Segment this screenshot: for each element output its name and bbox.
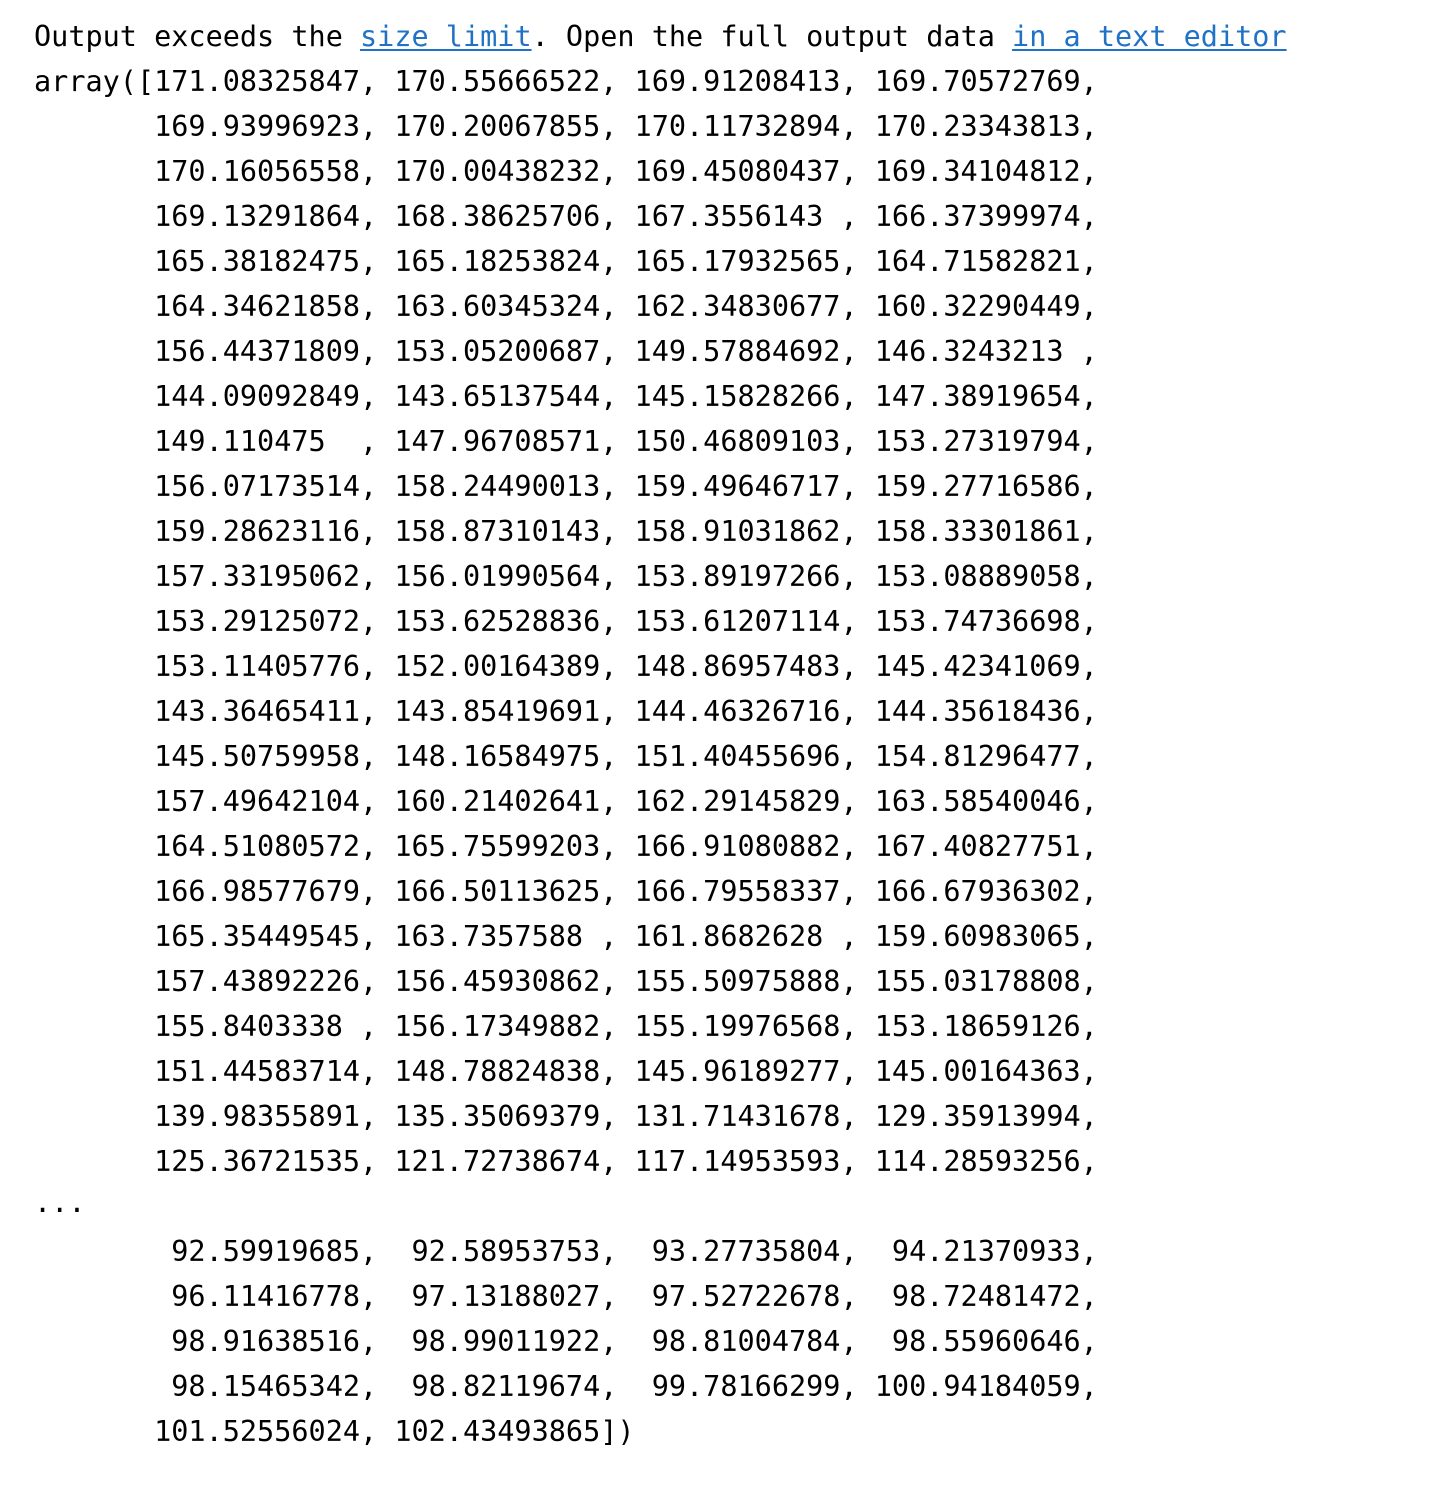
truncation-ellipsis: ... bbox=[34, 1186, 86, 1219]
array-output-line: 149.110475 , 147.96708571, 150.46809103, 153.27319794, bbox=[34, 425, 1098, 458]
notice-prefix-text: Output exceeds the bbox=[34, 20, 361, 53]
array-output-line: 125.36721535, 121.72738674, 117.14953593, 114.28593256, bbox=[34, 1145, 1098, 1178]
array-output-line: 96.11416778, 97.13188027, 97.52722678, 98.72481472, bbox=[34, 1280, 1098, 1313]
array-output-line: 139.98355891, 135.35069379, 131.71431678, 129.35913994, bbox=[34, 1100, 1098, 1133]
array-output-line: 157.33195062, 156.01990564, 153.89197266, 153.08889058, bbox=[34, 560, 1098, 593]
array-output-line: 159.28623116, 158.87310143, 158.91031862, 158.33301861, bbox=[34, 515, 1098, 548]
array-output-line: 157.49642104, 160.21402641, 162.29145829, 163.58540046, bbox=[34, 785, 1098, 818]
array-output-line: 143.36465411, 143.85419691, 144.46326716, 144.35618436, bbox=[34, 695, 1098, 728]
array-output-line: array([171.08325847, 170.55666522, 169.91208413, 169.70572769, bbox=[34, 65, 1098, 98]
array-output-line: 144.09092849, 143.65137544, 145.15828266, 147.38919654, bbox=[34, 380, 1098, 413]
array-output-line: 92.59919685, 92.58953753, 93.27735804, 94.21370933, bbox=[34, 1235, 1098, 1268]
array-output-line: 164.34621858, 163.60345324, 162.34830677, 160.32290449, bbox=[34, 290, 1098, 323]
array-output-line: 156.07173514, 158.24490013, 159.49646717, 159.27716586, bbox=[34, 470, 1098, 503]
array-output-line: 145.50759958, 148.16584975, 151.40455696, 154.81296477, bbox=[34, 740, 1098, 773]
array-output-line: 169.13291864, 168.38625706, 167.3556143 , 166.37399974, bbox=[34, 200, 1098, 233]
array-output-line: 153.11405776, 152.00164389, 148.86957483, 145.42341069, bbox=[34, 650, 1098, 683]
array-output-line: 170.16056558, 170.00438232, 169.45080437, 169.34104812, bbox=[34, 155, 1098, 188]
array-output-line: 164.51080572, 165.75599203, 166.91080882, 167.40827751, bbox=[34, 830, 1098, 863]
array-output bbox=[34, 59, 1414, 1454]
array-output-line: 98.15465342, 98.82119674, 99.78166299, 100.94184059, bbox=[34, 1370, 1098, 1403]
array-output-line: 157.43892226, 156.45930862, 155.50975888, 155.03178808, bbox=[34, 965, 1098, 998]
array-output-line: 169.93996923, 170.20067855, 170.11732894, 170.23343813, bbox=[34, 110, 1098, 143]
array-output-line: 153.29125072, 153.62528836, 153.61207114, 153.74736698, bbox=[34, 605, 1098, 638]
array-output-line: 155.8403338 , 156.17349882, 155.19976568, 153.18659126, bbox=[34, 1010, 1098, 1043]
output-cell bbox=[34, 14, 1414, 1454]
output-size-notice bbox=[34, 14, 1414, 59]
open-in-text-editor-link[interactable]: in a text editor bbox=[1012, 20, 1287, 53]
array-output-line: 98.91638516, 98.99011922, 98.81004784, 98.55960646, bbox=[34, 1325, 1098, 1358]
array-output-line: 101.52556024, 102.43493865]) bbox=[34, 1415, 635, 1448]
array-output-line: 165.35449545, 163.7357588 , 161.8682628 , 159.60983065, bbox=[34, 920, 1098, 953]
array-output-line: 165.38182475, 165.18253824, 165.17932565, 164.71582821, bbox=[34, 245, 1098, 278]
array-output-line: 151.44583714, 148.78824838, 145.96189277, 145.00164363, bbox=[34, 1055, 1098, 1088]
array-output-line: 156.44371809, 153.05200687, 149.57884692, 146.3243213 , bbox=[34, 335, 1098, 368]
array-output-line: 166.98577679, 166.50113625, 166.79558337, 166.67936302, bbox=[34, 875, 1098, 908]
notice-middle-text: . Open the full output data bbox=[531, 20, 1013, 53]
size-limit-link[interactable]: size limit bbox=[360, 20, 532, 53]
